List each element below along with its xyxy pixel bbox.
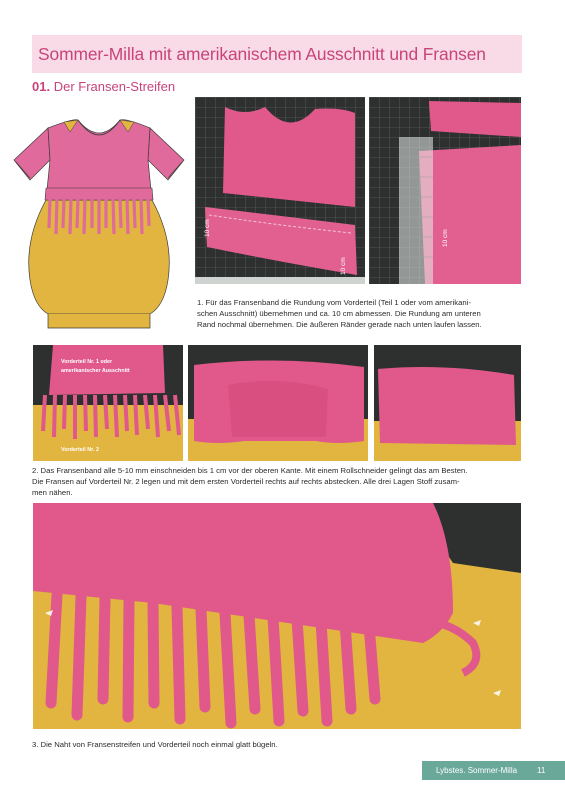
- page-title: Sommer-Milla mit amerikanischem Ausschnitt und Fransen: [38, 44, 486, 64]
- photo-label-vorderteil-2: Vorderteil Nr. 2: [61, 447, 99, 453]
- footer-band: [422, 761, 565, 780]
- dress-illustration: [8, 110, 190, 336]
- caption-line: 3. Die Naht von Fransenstreifen und Vorderteil noch einmal glatt bügeln.: [32, 740, 278, 749]
- photo-2-pinned-front: [188, 345, 368, 461]
- photo-label-10cm-b: 10 cm: [340, 257, 347, 275]
- photo-1-ruler: [369, 97, 521, 284]
- caption-step-1: [197, 297, 527, 331]
- caption-line: 1. Für das Fransenband die Rundung vom Vorderteil (Teil 1 oder vom amerikani-: [197, 298, 471, 307]
- caption-line: 2. Das Fransenband alle 5-10 mm einschneiden bis 1 cm vor der oberen Kante. Mit einem Rollschneider gelingt das am Besten.: [32, 466, 468, 475]
- photo-3-fringe-closeup: [33, 503, 521, 729]
- section-number: 01.: [32, 79, 51, 94]
- caption-line: schen Ausschnitt) übernehmen und ca. 10 cm abmessen. Die Rundung am unteren: [197, 309, 481, 319]
- section-title: Der Fransen-Streifen: [53, 79, 176, 94]
- footer-title: Lybstes. Sommer-Milla: [436, 766, 518, 775]
- photo-label-vorderteil-1: Vorderteil Nr. 1 oder: [61, 359, 113, 365]
- caption-line: Rand nochmal übernehmen. Die äußeren Ränder gerade nach unten laufen lassen.: [197, 320, 482, 330]
- photo-label-10cm-a: 10 cm: [204, 219, 211, 237]
- caption-step-3: [32, 739, 432, 750]
- photo-label-10cm-c: 10 cm: [442, 229, 449, 247]
- page-number: 11: [537, 766, 546, 775]
- caption-line: men nähen.: [32, 488, 73, 498]
- photo-1-pattern-pieces: [195, 97, 365, 284]
- photo-2-pinned-side: [374, 345, 521, 461]
- title-band: [32, 35, 522, 73]
- photo-2-fringe-labels: [33, 345, 183, 461]
- section-heading: [32, 79, 175, 94]
- caption-step-2: [32, 465, 532, 499]
- caption-line: Die Fransen auf Vorderteil Nr. 2 legen und mit dem ersten Vorderteil rechts auf rechts abstecken. Alle drei Lagen Stoff zusam-: [32, 477, 460, 487]
- photo-label-vorderteil-1b: amerikanischer Ausschnitt: [61, 368, 130, 374]
